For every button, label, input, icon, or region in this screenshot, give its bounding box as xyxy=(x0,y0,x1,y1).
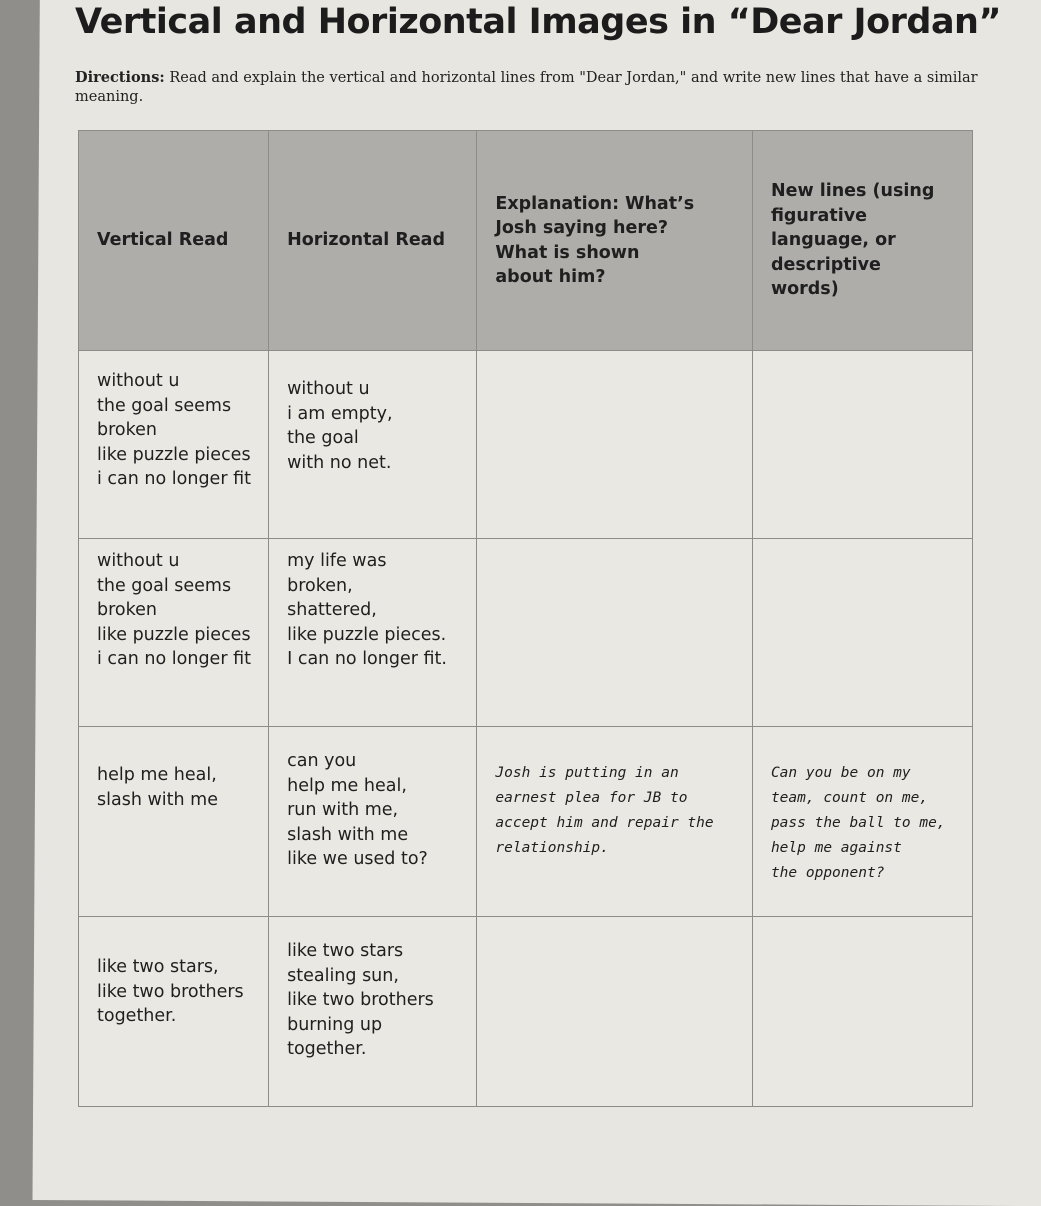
header-row xyxy=(79,131,973,351)
new-lines-cell[interactable] xyxy=(752,351,972,539)
table-row xyxy=(79,727,973,917)
table-row xyxy=(79,917,973,1107)
explanation-cell[interactable] xyxy=(477,917,753,1107)
new-lines-cell[interactable] xyxy=(752,917,972,1107)
explanation-cell[interactable] xyxy=(477,539,753,727)
explanation-cell[interactable] xyxy=(477,351,753,539)
directions-label: Directions: xyxy=(75,69,165,86)
header-horizontal-read: Horizontal Read xyxy=(269,131,477,351)
horizontal-cell: like two stars stealing sun, like two brothers burning up together. xyxy=(269,917,477,1107)
header-vertical-read: Vertical Read xyxy=(79,131,269,351)
page-title: Vertical and Horizontal Images in “Dear Jordan” xyxy=(75,2,1001,42)
vertical-cell: like two stars, like two brothers together. xyxy=(79,917,269,1107)
horizontal-cell: my life was broken, shattered, like puzzle pieces. I can no longer fit. xyxy=(269,539,477,727)
explanation-cell[interactable]: Josh is putting in an earnest plea for JB to accept him and repair the relationship. xyxy=(477,727,753,917)
vertical-cell: without u the goal seems broken like puzzle pieces i can no longer fit xyxy=(79,351,269,539)
vertical-cell: help me heal, slash with me xyxy=(79,727,269,917)
horizontal-cell: can you help me heal, run with me, slash with me like we used to? xyxy=(269,727,477,917)
images-table xyxy=(78,130,973,1107)
directions-text: Read and explain the vertical and horizontal lines from "Dear Jordan," and write new lines that have a similar meaning. xyxy=(75,70,978,105)
new-lines-cell[interactable]: Can you be on my team, count on me, pass the ball to me, help me against the opponent? xyxy=(752,727,972,917)
new-lines-cell[interactable] xyxy=(752,539,972,727)
table-row xyxy=(79,539,973,727)
directions xyxy=(75,68,980,107)
horizontal-cell: without u i am empty, the goal with no net. xyxy=(269,351,477,539)
header-new-lines: New lines (using figurative language, or descriptive words) xyxy=(752,131,972,351)
table-row xyxy=(79,351,973,539)
header-explanation: Explanation: What’s Josh saying here? What is shown about him? xyxy=(477,131,753,351)
vertical-cell: without u the goal seems broken like puzzle pieces i can no longer fit xyxy=(79,539,269,727)
